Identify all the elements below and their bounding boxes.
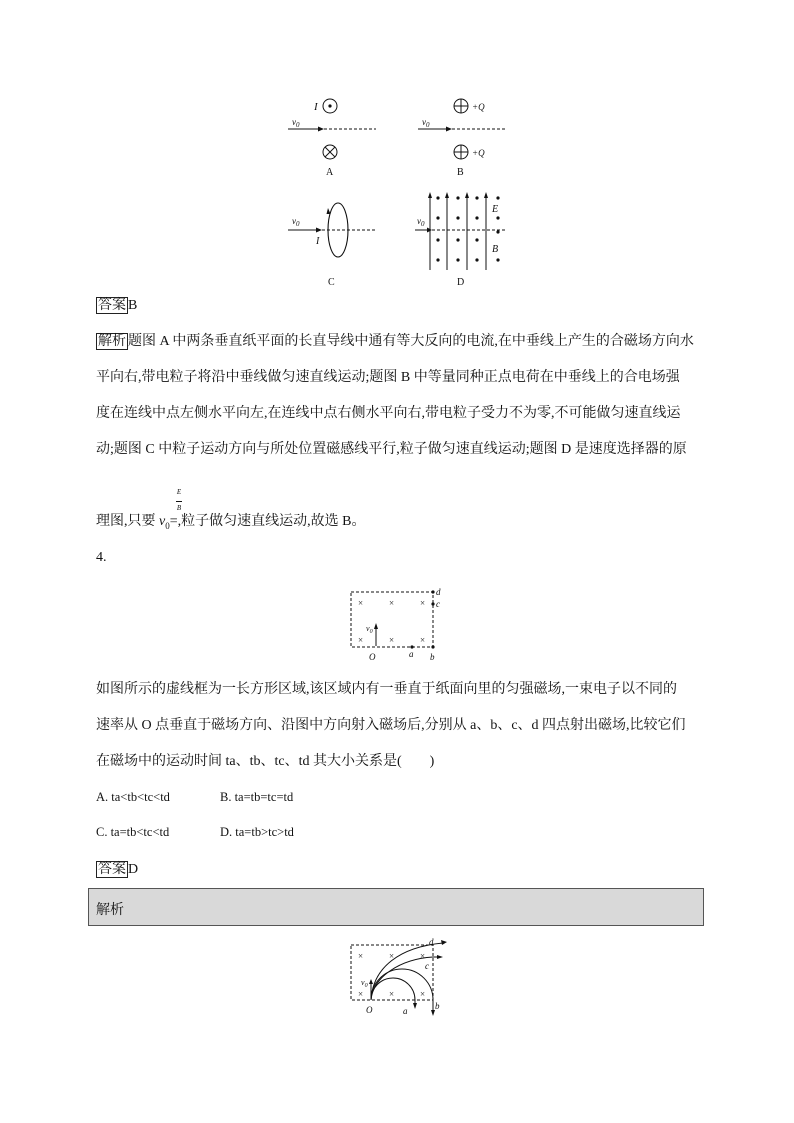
point-o-label: O — [369, 652, 376, 662]
figure-b-label: B — [457, 167, 464, 178]
figure-c-v0-label: $v_0$ — [292, 216, 300, 228]
v0-label: $v_0$ — [366, 624, 373, 635]
question-number: 4. — [96, 550, 107, 565]
q3-answer-row — [96, 298, 137, 314]
stem-line: 速率从 O 点垂直于磁场方向、沿图中方向射入磁场后,分别从 a、b、c、d 四点射出磁场,比较它们 — [96, 718, 686, 733]
option-b[interactable]: B. ta=tb=tc=td — [220, 790, 294, 804]
figure-d-label: D — [457, 277, 465, 288]
figure-d-b-label: B — [492, 244, 499, 255]
analysis-tag: 解析 — [96, 903, 124, 918]
svg-text:×: × — [389, 989, 395, 999]
svg-text:×: × — [420, 635, 426, 645]
answer-value: B — [128, 298, 138, 313]
svg-text:×: × — [358, 635, 364, 645]
stem-line: 如图所示的虚线框为一长方形区域,该区域内有一垂直于纸面向里的匀强磁场,一束电子以不同的 — [96, 682, 677, 697]
figure-d — [415, 192, 506, 288]
stem-line: 在磁场中的运动时间 ta、tb、tc、td 其大小关系是( ) — [96, 754, 435, 769]
figure-c — [288, 203, 376, 288]
analysis-line: 度在连线中点左侧水平向左,在连线中点右侧水平向右,带电粒子受力不为零,不可能做匀速直线运 — [96, 406, 681, 421]
point-c-label: c — [425, 961, 429, 971]
figure-b-charge-bottom-label: +Q — [472, 148, 485, 158]
magnetic-field-into-page-marks — [358, 951, 425, 999]
figure-c-label: C — [328, 277, 335, 288]
svg-text:×: × — [420, 951, 426, 961]
analysis-tag: 解析 — [98, 334, 126, 349]
magnetic-field-into-page-marks — [358, 598, 425, 645]
figure-a-v0-label: $v_0$ — [292, 117, 300, 129]
q3-analysis-last-line: 理图,只要 $v_0=$ E B ,粒子做匀速直线运动,故选 B。 — [96, 488, 366, 531]
figure-d-v0-label: $v_0$ — [417, 216, 425, 228]
option-a[interactable]: A. ta<tb<tc<td — [96, 790, 170, 804]
answer-value: D — [128, 862, 139, 877]
point-d-label: d — [436, 587, 441, 597]
v0-label: $v_0$ — [361, 978, 368, 989]
point-d-label: d — [429, 937, 434, 947]
svg-text:×: × — [420, 598, 426, 608]
figure-a — [288, 99, 376, 178]
q3-analysis — [96, 332, 706, 460]
q4-solution-figure — [345, 937, 450, 1022]
point-b-label: b — [435, 1001, 440, 1011]
q4-stem — [96, 680, 706, 772]
svg-text:×: × — [389, 951, 395, 961]
figure-c-current-label: I — [316, 236, 320, 247]
point-b-label: b — [430, 652, 435, 662]
fraction-e-over-b: E B — [176, 488, 182, 512]
figure-b-charge-top-label: +Q — [472, 102, 485, 112]
q4-answer-row — [96, 862, 138, 878]
svg-text:×: × — [358, 598, 364, 608]
q3-figure — [280, 92, 520, 292]
figure-a-current-label: I — [314, 101, 318, 113]
option-c[interactable]: C. ta=tb<tc<td — [96, 825, 170, 839]
figure-b — [418, 99, 506, 178]
figure-a-label: A — [326, 167, 334, 178]
svg-text:×: × — [389, 635, 395, 645]
svg-text:×: × — [389, 598, 395, 608]
analysis-line: 动;题图 C 中粒子运动方向与所处位置磁感线平行,粒子做匀速直线运动;题图 D 是速度选择器的原 — [96, 442, 687, 457]
point-c-label: c — [436, 599, 440, 609]
svg-text:×: × — [358, 951, 364, 961]
point-a-label: a — [403, 1006, 408, 1016]
option-d[interactable]: D. ta=tb>tc>td — [220, 825, 294, 839]
point-o-label: O — [366, 1005, 373, 1015]
analysis-box — [88, 888, 704, 926]
svg-text:×: × — [420, 989, 426, 999]
q4-figure — [345, 585, 445, 665]
figure-d-e-label: E — [492, 204, 499, 215]
svg-text:×: × — [358, 989, 364, 999]
point-a-label: a — [409, 649, 414, 659]
answer-tag: 答案 — [98, 298, 126, 313]
analysis-line: 题图 A 中两条垂直纸平面的长直导线中通有等大反向的电流,在中垂线上产生的合磁场方向水 — [128, 334, 694, 349]
analysis-line: 平向右,带电粒子将沿中垂线做匀速直线运动;题图 B 中等量同种正点电荷在中垂线上的合电场强 — [96, 370, 680, 385]
figure-b-v0-label: $v_0$ — [422, 117, 430, 129]
electron-trajectories — [371, 943, 443, 1000]
answer-tag: 答案 — [98, 862, 126, 877]
